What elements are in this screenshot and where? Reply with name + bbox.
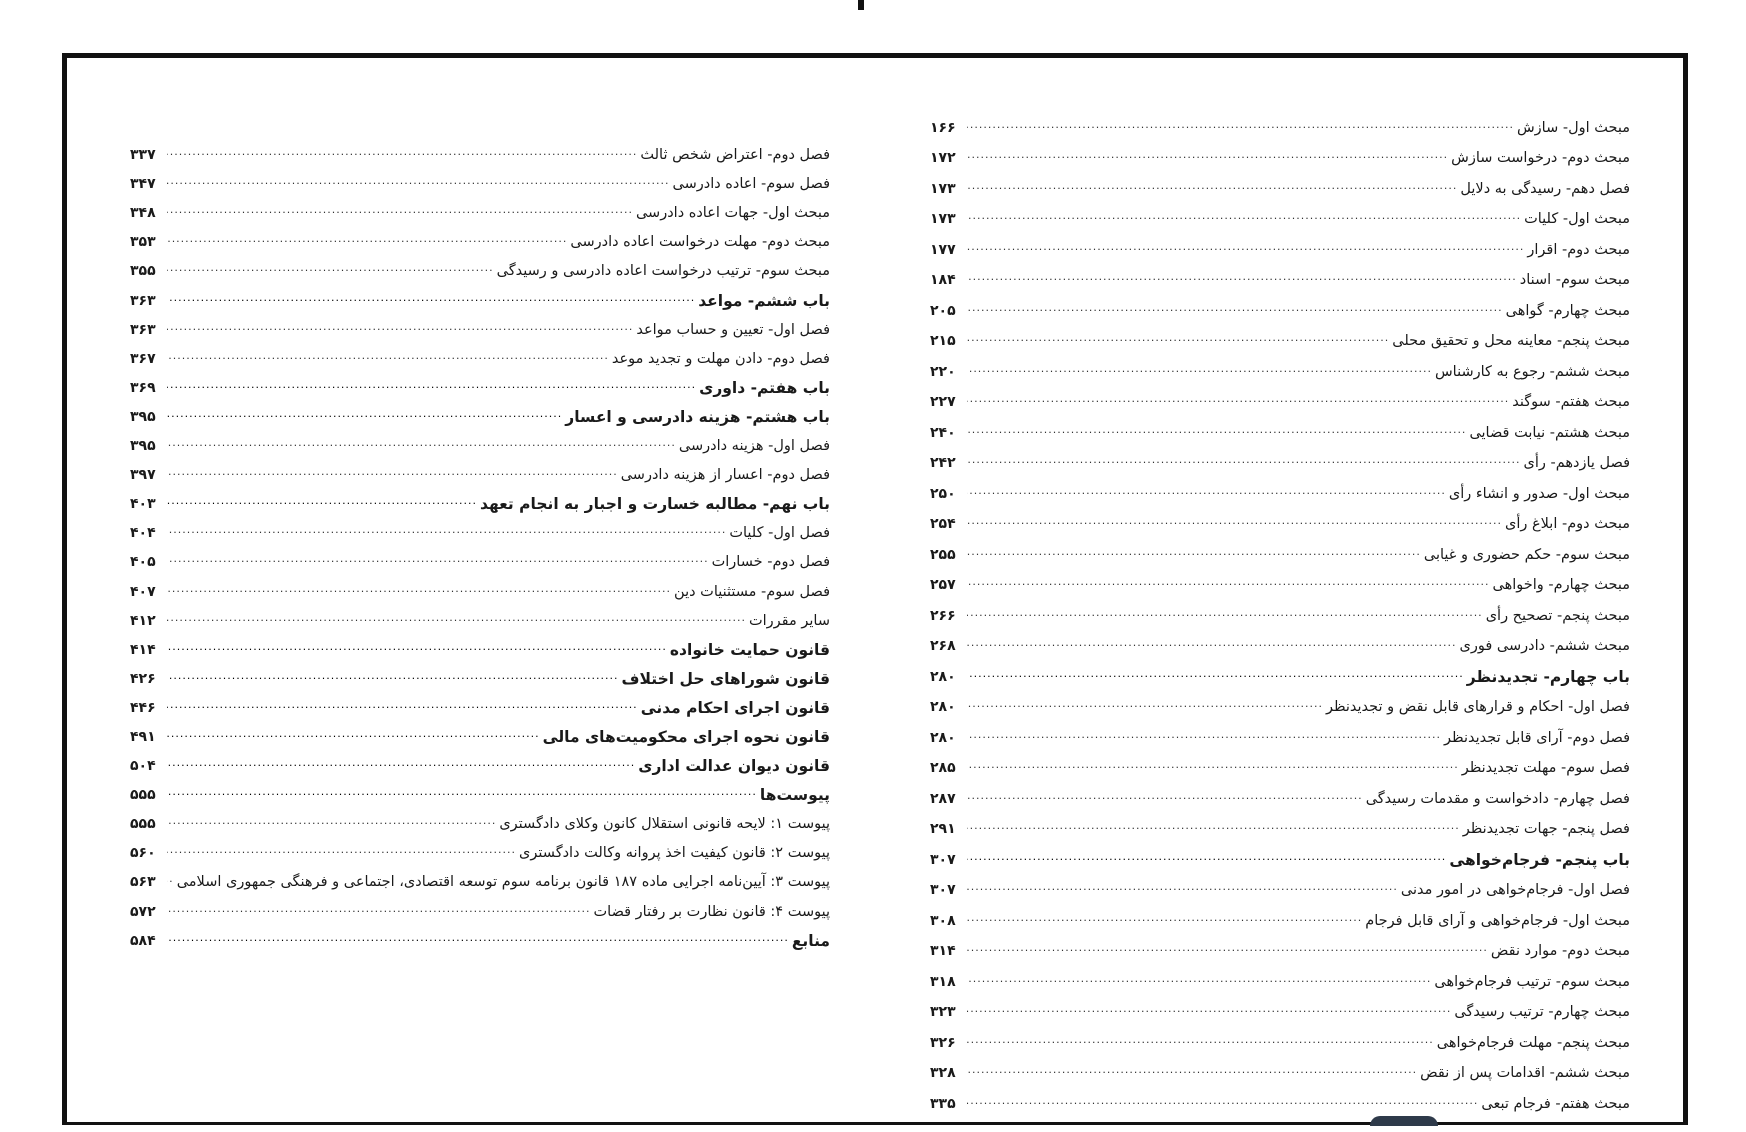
toc-entry-title: مبحث سوم- حکم حضوری و غیابی [1423,546,1630,563]
toc-entry [930,534,1630,565]
toc-entry-title: فصل سوم- مستثنیات دین [674,583,830,600]
dot-leader [967,359,1432,379]
toc-entry [130,922,830,951]
toc-entry-page-number: ۳۲۸ [930,1065,956,1081]
toc-entry-page-number: ۲۰۵ [930,302,956,319]
toc-entry-title: فصل اول- کلیات [729,525,830,542]
toc-entry-page-number: ۱۷۲ [930,150,956,166]
toc-entry-title: باب هفتم- داوری [699,378,830,397]
toc-entry [930,931,1630,962]
toc-entry-title: مبحث سوم- ترتیب فرجام‌خواهی [1434,973,1630,990]
toc-entry-title: سایر مقررات [749,612,830,629]
toc-entry-page-number: ۳۳۷ [130,147,156,164]
toc-entry [930,138,1630,169]
dot-leader [967,206,1521,226]
toc-entry-page-number: ۵۷۲ [130,903,156,920]
toc-entry-page-number: ۱۷۳ [930,180,956,197]
dot-leader [967,420,1466,440]
toc-entry-page-number: ۲۹۱ [930,821,956,837]
toc-entry [130,747,830,776]
dot-leader [167,404,562,424]
toc-entry-page-number: ۱۸۴ [930,272,956,288]
toc-entry-page-number: ۲۴۲ [930,455,956,471]
toc-entry-title: مبحث چهارم- ترتیب رسیدگی [1454,1004,1630,1020]
toc-entry [130,165,830,194]
toc-entry-page-number: ۲۵۴ [930,516,956,532]
toc-entry [130,194,830,223]
toc-entry [930,1022,1630,1053]
dot-leader [967,755,1459,775]
toc-entry-title: فصل دهم- رسیدگی به دلایل [1460,180,1630,197]
toc-entry-page-number: ۳۴۸ [130,205,156,222]
toc-entry-title: فصل چهارم- دادخواست و مقدمات رسیدگی [1365,790,1630,807]
dot-leader [167,782,757,802]
dot-leader [967,816,1460,836]
toc-entry-page-number: ۲۸۷ [930,790,956,807]
dot-leader [167,549,709,569]
toc-entry [130,805,830,834]
dot-leader [167,695,638,715]
toc-entry-title: باب هشتم- هزینه دادرسی و اعسار [565,407,830,426]
toc-entry-page-number: ۲۶۶ [930,607,956,624]
toc-entry [930,992,1630,1023]
dot-leader [967,969,1431,989]
toc-entry-page-number: ۳۱۸ [930,973,956,990]
dot-leader [967,298,1503,318]
toc-entry-page-number: ۴۲۶ [130,670,156,687]
toc-entry-page-number: ۴۰۷ [130,583,156,600]
dot-leader [967,145,1448,165]
toc-entry-title: مبحث اول- صدور و انشاء رأی [1448,485,1630,502]
toc-entry [930,656,1630,687]
toc-entry [130,223,830,252]
toc-entry-title: مبحث دوم- مهلت درخواست اعاده دادرسی [570,234,830,251]
toc-entry-title: پیوست ۱: لایحه قانونی استقلال کانون وکلای دادگستری [499,816,830,833]
dot-leader [167,171,670,191]
toc-entry [930,809,1630,840]
toc-entry-title: فصل اول- تعیین و حساب مواعد [636,321,830,338]
toc-entry-title: قانون نحوه اجرای محکومیت‌های مالی [542,727,830,746]
dot-leader [967,542,1421,562]
dot-leader [967,572,1490,592]
dot-leader [167,928,789,948]
toc-entry-title: باب ششم- مواعد [698,291,830,310]
dot-leader [967,328,1389,348]
toc-entry-title: مبحث ششم- رجوع به کارشناس [1434,363,1630,380]
toc-entry-title: مبحث چهارم- واخواهی [1492,577,1630,593]
toc-entry-page-number: ۳۲۶ [930,1034,956,1051]
toc-entry [930,748,1630,779]
toc-entry [930,565,1630,596]
toc-right-column [930,107,1630,1114]
toc-entry-page-number: ۲۱۵ [930,333,956,349]
toc-entry-title: پیوست ۳: آیین‌نامه اجرایی ماده ۱۸۷ قانون برنامه سوم توسعه اقتصادی، اجتماعی و فرهنگی جمهوری اسلامی [176,874,830,891]
toc-entry [930,168,1630,199]
toc-entry-page-number: ۲۲۰ [930,363,956,380]
dot-leader [967,389,1509,409]
toc-entry-title: مبحث دوم- ابلاغ رأی [1505,516,1630,532]
toc-entry [130,572,830,601]
bottom-tab [1370,1116,1438,1126]
toc-entry [130,340,830,369]
dot-leader [967,877,1398,897]
toc-entry-page-number: ۵۵۵ [130,816,156,833]
toc-entry [930,961,1630,992]
toc-entry [130,136,830,165]
dot-leader [967,725,1441,745]
toc-entry [930,778,1630,809]
toc-entry-title: فصل اول- فرجام‌خواهی در امور مدنی [1400,882,1630,898]
dot-leader [167,666,619,686]
toc-entry [930,412,1630,443]
toc-entry-page-number: ۳۰۸ [930,912,956,929]
toc-entry-title: باب پنجم- فرجام‌خواهی [1449,850,1630,869]
dot-leader [167,753,635,773]
toc-entry-title: مبحث اول- سازش [1516,119,1630,136]
toc-entry [930,107,1630,138]
toc-entry-page-number: ۲۲۷ [930,394,956,410]
toc-entry-page-number: ۴۹۱ [130,728,156,745]
toc-entry [130,281,830,310]
dot-leader [967,603,1483,623]
toc-entry-title: فصل سوم- مهلت تجدیدنظر [1461,760,1630,776]
dot-leader [167,200,633,220]
toc-entry-page-number: ۱۷۳ [930,211,956,227]
toc-entry-page-number: ۴۰۳ [130,496,156,513]
dot-leader [167,579,671,599]
toc-entry-page-number: ۵۰۴ [130,758,156,775]
dot-leader [167,724,540,744]
toc-entry [930,717,1630,748]
toc-entry-page-number: ۵۶۰ [130,845,156,862]
toc-entry-page-number: ۱۶۶ [930,119,956,136]
toc-entry [930,443,1630,474]
toc-entry-title: مبحث سوم- اسناد [1519,272,1630,288]
toc-entry-title: مبحث سوم- ترتیب درخواست اعاده دادرسی و رسیدگی [496,263,830,280]
toc-entry-title: مبحث ششم- دادرسی فوری [1459,638,1630,654]
toc-entry-title: مبحث هفتم- فرجام تبعی [1481,1095,1630,1112]
dot-leader [967,511,1502,531]
dot-leader [967,1091,1478,1111]
toc-entry-title: فصل دوم- آرای قابل تجدیدنظر [1444,729,1630,746]
toc-entry [930,626,1630,657]
toc-entry [130,689,830,718]
toc-entry-page-number: ۳۵۵ [130,263,156,280]
toc-entry-page-number: ۳۶۹ [130,379,156,396]
toc-entry-title: فصل دوم- خسارات [711,554,830,571]
dot-leader [167,462,618,482]
dot-leader [967,908,1362,928]
toc-entry [130,863,830,892]
toc-entry [130,369,830,398]
toc-entry-page-number: ۴۴۶ [130,699,156,716]
toc-entry [130,514,830,543]
toc-entry [130,485,830,514]
toc-entry [930,321,1630,352]
toc-entry-title: مبحث دوم- موارد نقض [1490,943,1630,959]
toc-entry-title: فصل یازدهم- رأی [1523,455,1630,471]
dot-leader [167,229,567,249]
toc-entry [930,687,1630,718]
toc-entry-title: پیوست ۴: قانون نظارت بر رفتار قضات [593,903,830,920]
dot-leader [967,1060,1417,1080]
toc-entry [930,229,1630,260]
toc-entry-title: مبحث پنجم- مهلت فرجام‌خواهی [1436,1034,1630,1051]
toc-entry-page-number: ۳۳۵ [930,1095,956,1112]
toc-entry-page-number: ۴۱۴ [130,641,156,658]
toc-entry-page-number: ۵۶۳ [130,874,156,891]
dot-leader [167,375,696,395]
dot-leader [167,840,516,860]
toc-entry-page-number: ۲۴۰ [930,424,956,441]
toc-entry-title: فصل اول- احکام و قرارهای قابل نقض و تجدیدنظر [1325,699,1630,715]
dot-leader [967,694,1323,714]
toc-entry [130,776,830,805]
dot-leader [167,346,609,366]
toc-entry-title: فصل اول- هزینه دادرسی [678,438,830,455]
toc-entry-title: باب نهم- مطالبه خسارت و اجبار به انجام تعهد [480,495,830,514]
toc-entry [930,473,1630,504]
toc-entry-page-number: ۲۸۰ [930,699,956,715]
dot-leader [167,869,174,889]
toc-entry-title: قانون دیوان عدالت اداری [638,757,830,776]
toc-entry-title: مبحث اول- جهات اعاده دادرسی [635,205,830,222]
toc-entry-title: فصل دوم- اعتراض شخص ثالث [640,147,830,164]
toc-entry-page-number: ۳۱۴ [930,943,956,959]
toc-entry-page-number: ۳۹۷ [130,467,156,484]
toc-entry-page-number: ۲۸۵ [930,760,956,776]
toc-entry-title: مبحث چهارم- گواهی [1505,302,1630,319]
toc-entry [930,290,1630,321]
toc-entry-title: مبحث پنجم- تصحیح رأی [1485,607,1630,624]
dot-leader [967,176,1457,196]
toc-entry-page-number: ۳۴۷ [130,176,156,193]
toc-entry-title: قانون حمایت خانواده [669,640,830,659]
dot-leader [967,115,1514,135]
toc-entry [130,427,830,456]
toc-entry-page-number: ۲۸۰ [930,729,956,746]
toc-entry-page-number: ۴۰۴ [130,525,156,542]
toc-entry-page-number: ۳۹۵ [130,438,156,455]
toc-entry-title: مبحث اول- فرجام‌خواهی و آرای قابل فرجام [1365,912,1630,929]
dot-leader [967,237,1524,257]
toc-entry-page-number: ۳۹۵ [130,408,156,425]
toc-entry-page-number: ۲۶۸ [930,638,956,654]
dot-leader [167,288,695,308]
toc-entry [930,382,1630,413]
toc-entry [130,543,830,572]
toc-entry-title: فصل سوم- اعاده دادرسی [672,176,830,193]
toc-entry [930,839,1630,870]
toc-entry [930,1083,1630,1114]
toc-entry-page-number: ۱۷۷ [930,241,956,258]
toc-entry [130,252,830,281]
toc-entry [130,311,830,340]
toc-entry [930,900,1630,931]
toc-entry [130,892,830,921]
toc-entry-title: فصل پنجم- جهات تجدیدنظر [1462,821,1630,837]
toc-entry [130,660,830,689]
toc-entry [930,260,1630,291]
toc-entry-page-number: ۲۵۷ [930,577,956,593]
toc-entry-title: مبحث دوم- درخواست سازش [1451,150,1630,166]
dot-leader [967,267,1517,287]
dot-leader [967,847,1446,867]
dot-leader [967,633,1457,653]
toc-entry [930,199,1630,230]
dot-leader [967,664,1464,684]
toc-entry [930,595,1630,626]
toc-entry-title: پیوست‌ها [759,786,830,805]
toc-entry-page-number: ۵۵۵ [130,787,156,804]
toc-entry-title: قانون شوراهای حل اختلاف [621,669,830,688]
toc-entry [930,1053,1630,1084]
toc-entry-page-number: ۳۰۷ [930,851,956,868]
dot-leader [167,899,591,919]
toc-entry-title: باب چهارم- تجدیدنظر [1466,667,1630,686]
toc-entry [130,602,830,631]
toc-entry-title: مبحث دوم- اقرار [1527,241,1630,258]
toc-entry-page-number: ۳۵۳ [130,234,156,251]
dot-leader [167,520,726,540]
toc-entry [130,456,830,485]
toc-entry [930,504,1630,535]
toc-entry-title: فصل دوم- اعسار از هزینه دادرسی [620,467,830,484]
dot-leader [967,999,1451,1019]
top-edge-mark [858,0,864,10]
toc-entry [130,834,830,863]
toc-entry-page-number: ۳۶۳ [130,292,156,309]
dot-leader [967,938,1488,958]
dot-leader [167,608,746,628]
toc-left-column [130,136,830,951]
dot-leader [167,811,496,831]
toc-entry [930,351,1630,382]
dot-leader [167,433,676,453]
toc-entry-page-number: ۴۰۵ [130,554,156,571]
toc-entry-page-number: ۳۶۷ [130,350,156,367]
toc-entry-page-number: ۳۲۳ [930,1004,956,1020]
toc-entry-title: قانون اجرای احکام مدنی [640,698,830,717]
toc-entry-page-number: ۳۰۷ [930,882,956,898]
dot-leader [167,317,633,337]
dot-leader [167,258,494,278]
toc-entry-title: مبحث پنجم- معاینه محل و تحقیق محلی [1392,333,1630,349]
toc-entry [130,631,830,660]
toc-entry-page-number: ۲۵۰ [930,485,956,502]
toc-entry-title: مبحث هشتم- نیابت قضایی [1469,424,1630,441]
dot-leader [967,1030,1434,1050]
dot-leader [967,786,1363,806]
toc-entry-title: مبحث اول- کلیات [1524,211,1630,227]
toc-entry-title: مبحث هفتم- سوگند [1512,394,1630,410]
dot-leader [167,142,637,162]
dot-leader [167,637,667,657]
dot-leader [967,450,1520,470]
toc-entry-page-number: ۳۶۳ [130,321,156,338]
dot-leader [967,481,1446,501]
toc-entry-title: فصل دوم- دادن مهلت و تجدید موعد [611,350,830,367]
toc-entry [130,718,830,747]
toc-entry [130,398,830,427]
toc-entry-page-number: ۲۸۰ [930,668,956,685]
toc-entry-page-number: ۴۱۲ [130,612,156,629]
toc-entry-page-number: ۲۵۵ [930,546,956,563]
toc-entry-title: مبحث ششم- اقدامات پس از نقض [1420,1065,1630,1081]
toc-entry-page-number: ۵۸۴ [130,932,156,949]
toc-entry [930,870,1630,901]
dot-leader [167,491,477,511]
toc-entry-title: منابع [791,931,830,950]
toc-entry-title: پیوست ۲: قانون کیفیت اخذ پروانه وکالت دادگستری [519,845,830,862]
